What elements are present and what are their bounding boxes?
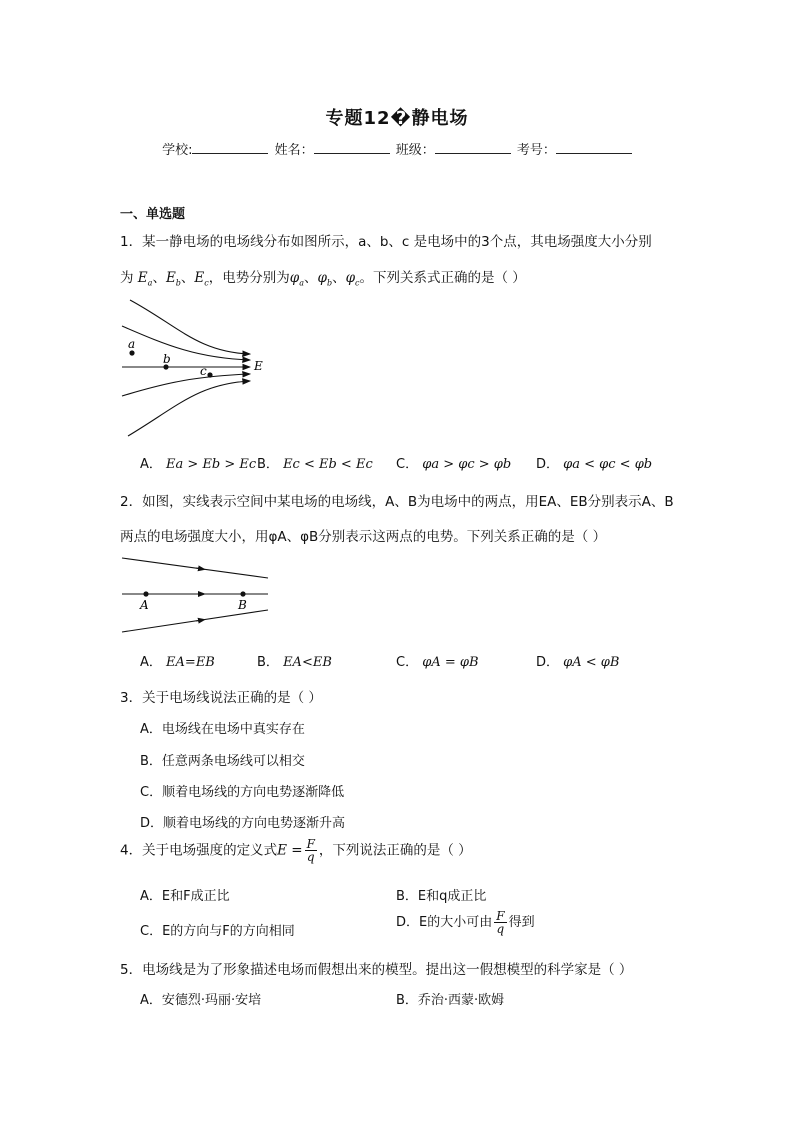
- q2-option-c[interactable]: C． φA = φB: [396, 655, 479, 670]
- label-E: E: [254, 359, 263, 373]
- q1-line2: 为 $E_a$、$E_b$、$E_c$，电势分别为$\varphi_a$、$\varphi_b$、$\varphi_c$。下列关系式正确的是（ ）: [120, 270, 526, 288]
- q2-line2: 两点的电场强度大小，用φA、φB分别表示这两点的电势。下列关系正确的是（ ）: [120, 529, 607, 545]
- q1-line1: 1．某一静电场的电场线分布如图所示，a、b、c 是电场中的3个点，其电场强度大小分别: [120, 234, 652, 250]
- q1-field-line: [122, 326, 250, 360]
- point-c: [207, 372, 212, 377]
- q2-option-d[interactable]: D． φA < φB: [536, 655, 620, 670]
- q4-option-c[interactable]: C．E的方向与F的方向相同: [140, 924, 295, 939]
- q4-formula-lhs: E =: [277, 842, 303, 859]
- name-blank: [314, 141, 390, 154]
- page-title: 专题12�静电场: [325, 108, 469, 129]
- point-A: [143, 591, 148, 596]
- q1-field-line: [122, 374, 250, 396]
- exam-number-blank: [556, 141, 632, 154]
- q4-formula-fraction: $\frac{F}{q}$: [306, 837, 315, 864]
- q5-option-b[interactable]: B．乔治·西蒙·欧姆: [396, 993, 505, 1008]
- q2-field-line-bottom: [122, 610, 268, 632]
- q4-option-b[interactable]: B．E和q成正比: [396, 889, 487, 904]
- exam-number-label: 考号：: [516, 143, 556, 158]
- q3-option-c[interactable]: C．顺着电场线的方向电势逐渐降低: [140, 785, 345, 800]
- section-heading: 一、单选题: [120, 207, 186, 222]
- student-info-row: [0, 139, 794, 158]
- q1-line2-post: ，电势分别为: [208, 270, 290, 286]
- q1-field-line: [130, 300, 250, 354]
- q4-option-a[interactable]: A．E和F成正比: [140, 889, 230, 904]
- class-label: 班级：: [395, 143, 435, 158]
- q1-option-a[interactable]: A． Ea > Eb > Ec: [140, 457, 257, 472]
- q2-option-a[interactable]: A． EA=EB: [140, 655, 215, 670]
- q3-option-a[interactable]: A．电场线在电场中真实存在: [140, 722, 305, 737]
- q4-option-d[interactable]: D．E的大小可由 $\frac{F}{q}$ 得到: [396, 909, 535, 936]
- q1-option-d[interactable]: D． φa < φc < φb: [536, 457, 653, 472]
- q2-line1: 2．如图，实线表示空间中某电场的电场线，A、B为电场中的两点，用EA、EB分别表示A、B: [120, 494, 674, 510]
- label-c: c: [200, 364, 207, 378]
- label-b: b: [163, 352, 171, 366]
- q3-stem: 3．关于电场线说法正确的是（ ）: [120, 690, 322, 706]
- label-a: a: [128, 337, 136, 351]
- point-B: [240, 591, 245, 596]
- q2-option-b[interactable]: B． EA<EB: [257, 655, 332, 670]
- q1-option-c[interactable]: C． φa > φc > φb: [396, 457, 512, 472]
- label-A: A: [140, 598, 149, 612]
- q1-line2-pre: 为: [120, 270, 134, 286]
- q5-stem: 5．电场线是为了形象描述电场而假想出来的模型。提出这一假想模型的科学家是（ ）: [120, 962, 633, 978]
- q3-option-b[interactable]: B．任意两条电场线可以相交: [140, 754, 305, 769]
- q1-field-figure: [118, 296, 278, 441]
- name-label: 姓名：: [274, 143, 314, 158]
- school-blank: [192, 141, 268, 154]
- q2-field-figure: [118, 554, 278, 640]
- q1-line2-end: 。下列关系式正确的是（ ）: [359, 270, 526, 286]
- q4-stem: 4．关于电场强度的定义式E = $\frac{F}{q}$ ，下列说法正确的是（ ）: [120, 837, 472, 864]
- school-label: 学校:: [162, 143, 193, 158]
- q5-option-a[interactable]: A．安德烈·玛丽·安培: [140, 993, 262, 1008]
- class-blank: [435, 141, 511, 154]
- q4-option-d-fraction: $\frac{F}{q}$: [496, 909, 505, 936]
- label-B: B: [238, 598, 247, 612]
- point-a: [129, 350, 134, 355]
- q3-option-d[interactable]: D．顺着电场线的方向电势逐渐升高: [140, 816, 346, 831]
- q2-field-line-top: [122, 558, 268, 578]
- q1-option-b[interactable]: B． Ec < Eb < Ec: [257, 457, 373, 472]
